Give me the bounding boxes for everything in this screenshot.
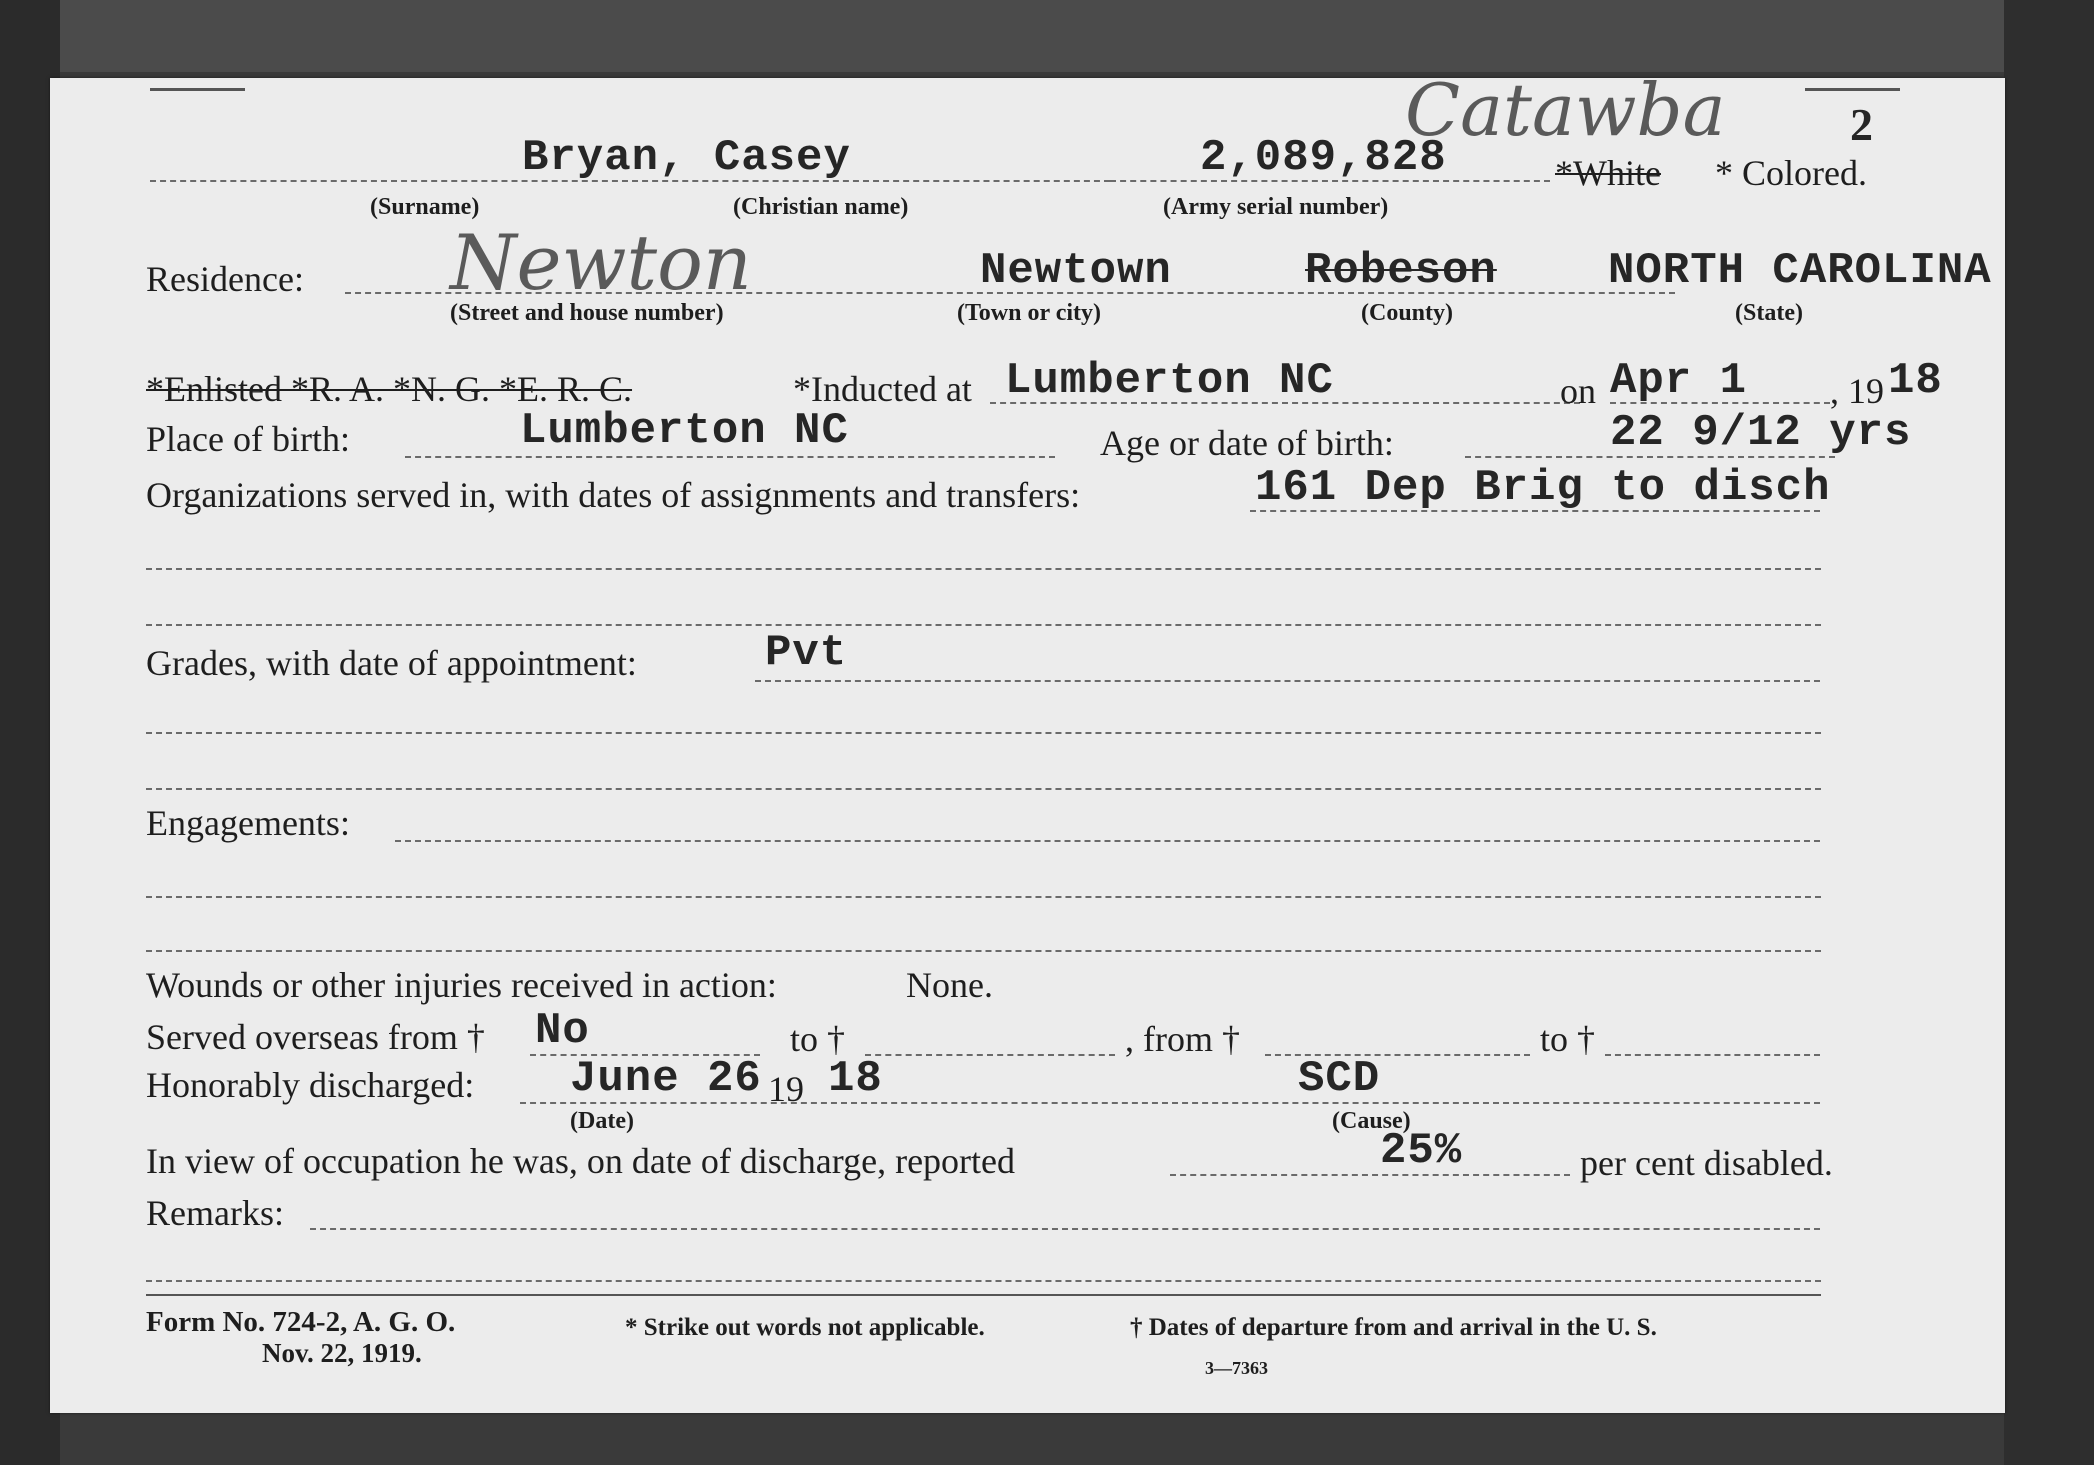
residence-label: Residence: (146, 259, 304, 299)
background-top (0, 0, 2094, 72)
inducted-at: Lumberton NC (1005, 356, 1334, 406)
soldier-name: Bryan, Casey (522, 133, 851, 183)
grades-line-2 (146, 732, 1821, 734)
label-cause: (Cause) (1332, 1108, 1411, 1134)
disabled-percent: 25% (1380, 1126, 1463, 1176)
overseas-to-line (865, 1054, 1115, 1056)
remarks-line-2 (146, 1280, 1821, 1282)
form-date: Nov. 22, 1919. (262, 1338, 422, 1368)
card-number: 2 (1850, 99, 1874, 150)
orgs-line-3 (146, 624, 1821, 626)
form-number: Form No. 724-2, A. G. O. (146, 1306, 456, 1338)
discharged-label: Honorably discharged: (146, 1065, 475, 1105)
county-note: Catawba (1405, 68, 1726, 152)
organizations: 161 Dep Brig to disch (1255, 463, 1831, 513)
strike-note: * Strike out words not applicable. (625, 1314, 985, 1341)
label-county: (County) (1361, 300, 1454, 326)
birth-place-label: Place of birth: (146, 419, 350, 459)
remarks-label: Remarks: (146, 1193, 284, 1233)
town: Newtown (980, 246, 1172, 296)
engagements-line-2 (146, 896, 1821, 898)
engagements-line-3 (146, 950, 1821, 952)
background-right (2004, 0, 2094, 1465)
grades-line (755, 680, 1820, 682)
to-label-2: to † (1540, 1019, 1596, 1059)
race-white-struck: *White (1555, 153, 1661, 193)
age-label: Age or date of birth: (1100, 423, 1394, 463)
print-code: 3—7363 (1205, 1358, 1268, 1378)
race-colored: * Colored. (1715, 153, 1867, 193)
on-label: on (1560, 371, 1596, 411)
grades-line-3 (146, 788, 1821, 790)
birth-place: Lumberton NC (520, 406, 849, 456)
discharge-year-prefix: 19 (768, 1069, 804, 1109)
label-serial: (Army serial number) (1163, 194, 1389, 220)
label-date: (Date) (570, 1108, 634, 1134)
induct-date: Apr 1 (1610, 356, 1748, 406)
label-state: (State) (1735, 300, 1803, 326)
label-surname: (Surname) (370, 194, 480, 220)
label-street: (Street and house number) (450, 300, 724, 326)
label-town: (Town or city) (957, 300, 1101, 326)
enlistment-types-struck: *Enlisted *R. A. *N. G. *E. R. C. (146, 369, 633, 409)
overseas-from: No (535, 1006, 590, 1056)
street-handwritten: Newton (450, 218, 752, 307)
state: NORTH CAROLINA (1608, 246, 1992, 296)
from-label: , from † (1125, 1019, 1240, 1059)
service-record-card (50, 68, 2005, 1413)
wounds: None. (906, 965, 993, 1005)
discharge-cause: SCD (1298, 1054, 1381, 1104)
orgs-line-2 (146, 568, 1821, 570)
overseas-to2-line (1605, 1054, 1820, 1056)
overseas-label: Served overseas from † (146, 1017, 485, 1057)
occupation-label: In view of occupation he was, on date of discharge, reported (146, 1141, 1016, 1181)
county-struck: Robeson (1305, 246, 1497, 296)
year-prefix: , 19 (1830, 371, 1884, 411)
grades-label: Grades, with date of appointment: (146, 643, 637, 683)
label-christian-name: (Christian name) (733, 194, 909, 220)
engagements-label: Engagements: (146, 803, 350, 843)
discharge-year: 18 (828, 1054, 883, 1104)
age: 22 9/12 yrs (1610, 408, 1912, 458)
footer-rule (146, 1294, 1821, 1296)
grade: Pvt (765, 628, 848, 678)
to-label-1: to † (790, 1019, 846, 1059)
corner-mark-left (150, 88, 245, 91)
corner-mark-right (1805, 88, 1900, 91)
inducted-label: *Inducted at (793, 369, 972, 409)
wounds-label: Wounds or other injuries received in action: (146, 965, 777, 1005)
engagements-line (395, 840, 1820, 842)
dates-note: † Dates of departure from and arrival in the U. S. (1130, 1314, 1657, 1341)
disabled-suffix: per cent disabled. (1580, 1143, 1833, 1183)
discharge-date: June 26 (570, 1054, 762, 1104)
induct-year: 18 (1888, 356, 1943, 406)
orgs-label: Organizations served in, with dates of assignments and transfers: (146, 475, 1081, 515)
disabled-line (1170, 1174, 1570, 1176)
army-serial-number: 2,089,828 (1200, 133, 1447, 183)
remarks-line (310, 1228, 1820, 1230)
birth-place-line (405, 456, 1055, 458)
